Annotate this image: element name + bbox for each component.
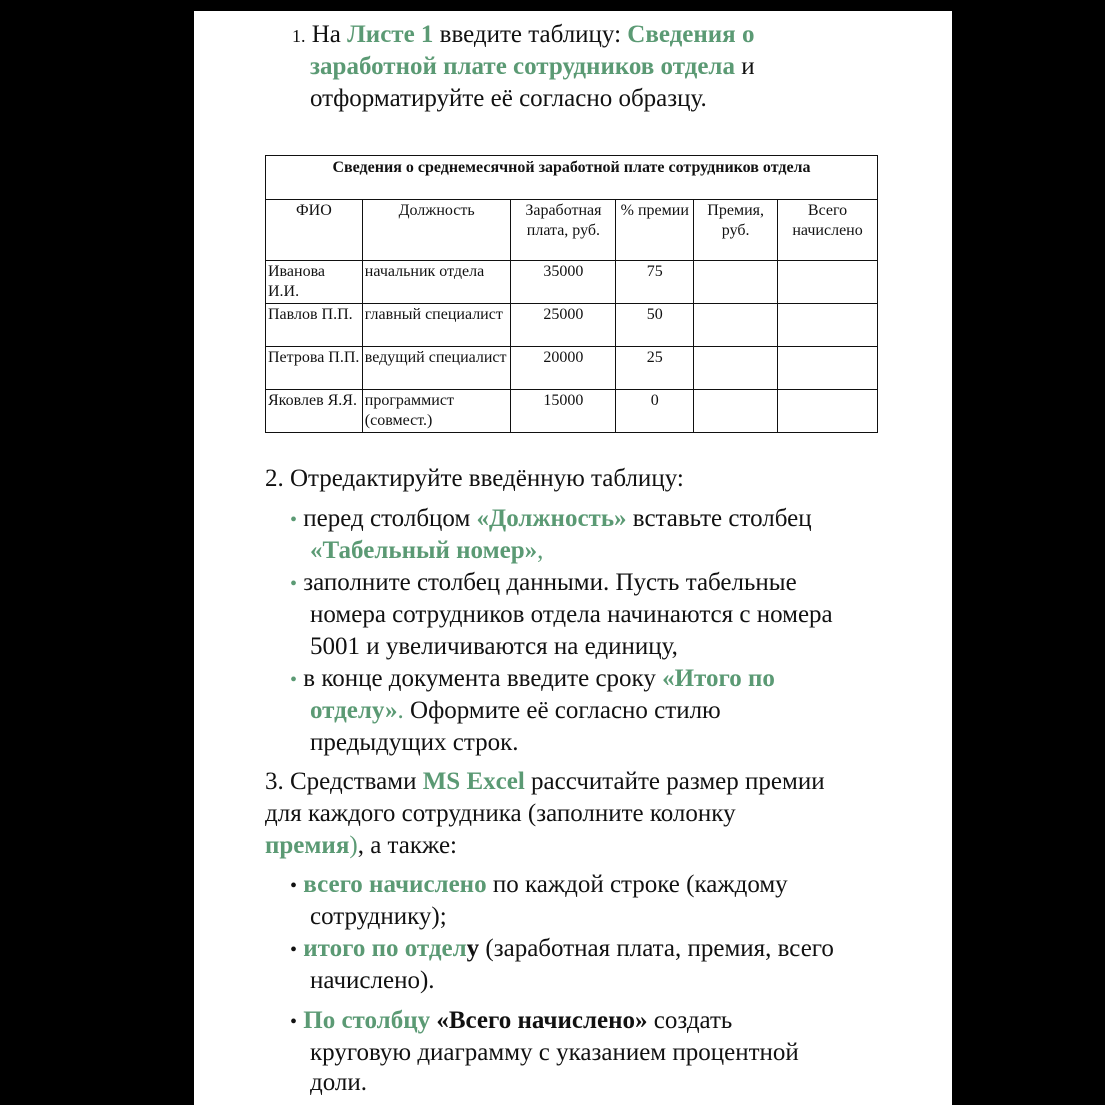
- task3-bullet3-line1: • По столбцу «Всего начислено» создать: [290, 1007, 733, 1034]
- task2-bullet1-line1: • перед столбцом «Должность» вставьте столбец: [290, 505, 812, 532]
- task2-bullet3-line1: • в конце документа введите сроку «Итого по: [290, 665, 775, 692]
- task3-bullet3-line2: круговую диаграмму с указанием процентной: [310, 1039, 799, 1066]
- bullet-icon: •: [290, 939, 298, 961]
- task3-bullet1-line2: сотруднику);: [310, 903, 447, 930]
- task2-bullet3-line2: отделу». Оформите её согласно стилю: [310, 697, 721, 724]
- header-name: ФИО: [266, 200, 363, 261]
- table-row: Иванова И.И. начальник отдела 35000 75: [266, 261, 878, 304]
- task3-bullet2-line1: • итого по отделу (заработная плата, премия, всего: [290, 935, 834, 962]
- table-row: Яковлев Я.Я. программист (совмест.) 15000 0: [266, 390, 878, 433]
- header-salary: Заработная плата, руб.: [511, 200, 616, 261]
- document-page: [194, 11, 952, 1105]
- bullet-icon: •: [290, 875, 298, 897]
- task3-bullet1-line1: • всего начислено по каждой строке (каждому: [290, 871, 788, 898]
- task1-line1: 1. На Листе 1 введите таблицу: Сведения о: [292, 21, 755, 48]
- table-title: Сведения о среднемесячной заработной плате сотрудников отдела: [266, 156, 878, 200]
- table-row: Петрова П.П. ведущий специалист 20000 25: [266, 347, 878, 390]
- table-row: Павлов П.П. главный специалист 25000 50: [266, 304, 878, 347]
- bullet-icon: •: [290, 509, 298, 531]
- task2-bullet3-line3: предыдущих строк.: [310, 729, 519, 756]
- task3-line1: 3. Средствами MS Excel рассчитайте размер премии: [265, 768, 825, 795]
- task2-heading: 2. Отредактируйте введённую таблицу:: [265, 465, 684, 492]
- task2-bullet2-line2: номера сотрудников отдела начинаются с номера: [310, 601, 833, 628]
- bullet-icon: •: [290, 1011, 298, 1033]
- task3-bullet3-line3: доли.: [310, 1069, 367, 1096]
- header-bonus: Премия, руб.: [694, 200, 778, 261]
- task2-bullet2-line3: 5001 и увеличиваются на единицу,: [310, 633, 678, 660]
- header-position: Должность: [362, 200, 511, 261]
- bullet-icon: •: [290, 573, 298, 595]
- task3-bullet2-line2: начислено).: [310, 967, 435, 994]
- header-bonus-pct: % премии: [616, 200, 694, 261]
- task1-number: 1.: [292, 26, 306, 46]
- table-header-row: [266, 200, 878, 261]
- bullet-icon: •: [290, 669, 298, 691]
- task2-bullet2-line1: • заполните столбец данными. Пусть табельные: [290, 569, 797, 596]
- salary-table: [265, 155, 878, 433]
- task3-line3: премия), а также:: [265, 832, 458, 859]
- task1-line3: отформатируйте её согласно образцу.: [310, 85, 707, 112]
- task1-line2: заработной плате сотрудников отдела и: [310, 53, 755, 80]
- task3-line2: для каждого сотрудника (заполните колонку: [265, 800, 736, 827]
- task2-bullet1-line2: «Табельный номер»,: [310, 537, 544, 564]
- header-total: Всего начислено: [778, 200, 878, 261]
